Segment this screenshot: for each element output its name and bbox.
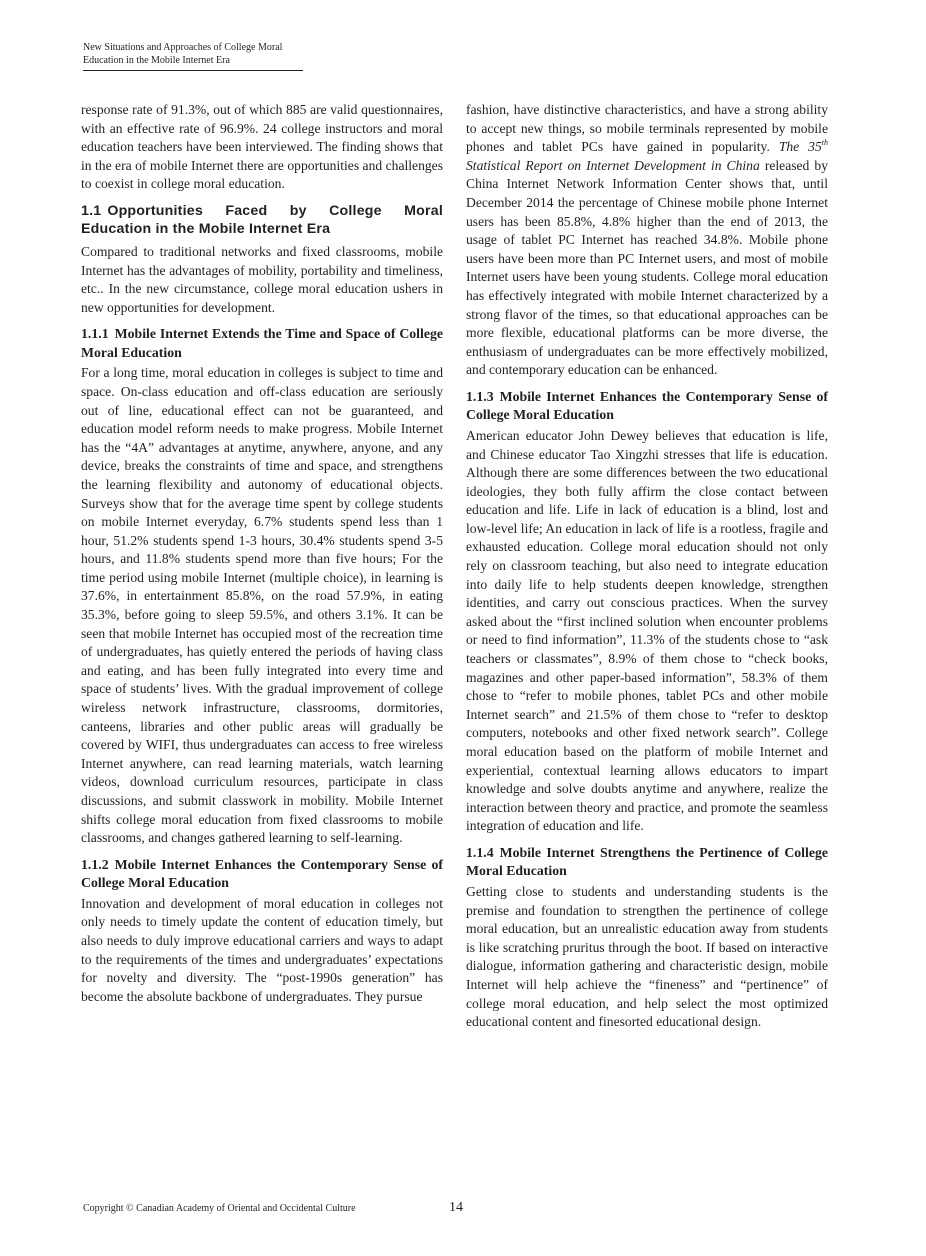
intro-paragraph: response rate of 91.3%, out of which 885 are valid questionnaires, with an effective rate of 96.9%. 24 college instructors and moral education teachers have been interviewed. The finding shows that in the era of mobile Internet there are opportunities and challenges to coexist in college moral education. bbox=[81, 102, 443, 192]
section-title: Opportunities Faced by College Moral Education in the Mobile Internet Era bbox=[81, 202, 443, 238]
section-number: 1.1 bbox=[81, 202, 102, 219]
section-1-1-1-paragraph: For a long time, moral education in colleges is subject to time and space. On-class education and off-class education are seriously out of line, educational effect can not be guaranteed, and education model reform needs to make progress. Mobile Internet has the “4A” advantages at anytime, anywhere, anyone, and any device, breaks the constraints of time and space, and strengthens the learning flexibility and autonomy of educational objects. Surveys show that for the average time spent by college students on mobile Internet everyday, 6.7% students spend less than 1 hour, 51.2% students spend 1-3 hours, 30.4% students spend 3-5 hours, and 11.8% students spend more than five hours; For the time period using mobile Internet (multiple choice), in learning is 37.6%, in entertainment 85.8%, on the road 57.9%, in eating 35.3%, before going to sleep 59.5%, and others 3.1%. It can be seen that mobile Internet has occupied most of the recreation time of undergraduates, has quietly entered the periods of having class and eating, and has been fully integrated into every time and space of students’ lives. With the gradual improvement of college wireless network infrastructure, classrooms, dormitories, canteens, libraries and other public areas will gradually be covered by WIFI, thus undergraduates can access to free wireless Internet anywhere, can read learning materials, watch learning videos, download curriculum resources, participate in class discussions, and submit classwork in mobility. Mobile Internet shifts college moral education from fixed classrooms to mobile classrooms, and changes gathered learning to self-learning. bbox=[81, 365, 443, 846]
continued-paragraph bbox=[466, 101, 828, 380]
page-number: 14 bbox=[449, 1200, 463, 1215]
right-column bbox=[466, 101, 828, 1032]
paragraph-text: released by China Internet Network Information Center shows that, until December 2014 the percentage of Chinese mobile phone Internet users has been 85.8%, 4.8% higher than the end of 2013, the usage of tablet PC Internet has reached 34.8%. Mobile phone users have been more than PC Internet users, and most of mobile Internet users have been young students. College moral education has effectively integrated with mobile Internet characterized by a strong flavor of the times, so that educational approaches can be more flexible, educational platforms can be more diverse, the enthusiasm of undergraduates can be more effectively mobilized, and contemporary education can be enhanced. bbox=[466, 157, 828, 378]
report-title-part: Statistical Report on Internet Development in China bbox=[466, 157, 760, 173]
section-1-1-3-paragraph: American educator John Dewey believes that education is life, and Chinese educator Tao Xingzhi stresses that life is education. Although there are some differences between the two educational ideologies, they both fully affirm the close contact between education and life. Life in lack of education is a blind, lost and low-level life; An education in lack of life is a rootless, fragile and exhausted education. College moral education should not only rely on classroom teaching, but also need to integrate education into daily life to help students deepen knowledge, strengthen identities, and carry out conscious practices. When the survey asked about the “first inclined solution when encounter problems or need to find information”, 11.3% of the students chose to “ask teachers or classmates”, 8.9% of them chose to “check books, magazines and other paper-based information”, 58.3% of them chose to “refer to mobile phones, tablet PCs and other mobile Internet search” and 21.5% of them chose to “refer to desktop computers, notebooks and other fixed network search”. College moral education based on the platform of mobile Internet and experiential, contextual learning allows educators to impart knowledge and solve doubts anytime and anywhere, realize the interaction between theory and practice, and promote the seamless integration of education and life. bbox=[466, 427, 828, 834]
section-1-1-2-paragraph: Innovation and development of moral education in colleges not only needs to timely update the content of education timely, but also needs to duly improve educational carriers and ways to adapt to the requirements of the times and undergraduates’ expectations for novelty and diversity. The “post-1990s generation” has become the absolute backbone of undergraduates. They pursue bbox=[81, 895, 443, 1004]
section-1-1-1-heading bbox=[81, 325, 443, 362]
section-number: 1.1.1 bbox=[81, 326, 109, 342]
section-1-1-2-heading bbox=[81, 856, 443, 893]
section-1-1-3-heading bbox=[466, 388, 828, 425]
section-1-1-heading bbox=[81, 202, 443, 239]
section-1-1-paragraph: Compared to traditional networks and fixed classrooms, mobile Internet has the advantages of mobility, portability and timeliness, etc.. In the new circumstance, college moral education ushers in new opportunities for development. bbox=[81, 243, 443, 315]
report-title-part: The 35 bbox=[778, 139, 822, 155]
section-title: Mobile Internet Strengthens the Pertinence of College Moral Education bbox=[466, 844, 828, 879]
footer-copyright: Copyright © Canadian Academy of Oriental and Occidental Culture bbox=[83, 1203, 356, 1214]
section-number: 1.1.4 bbox=[466, 844, 494, 860]
running-head-rule bbox=[83, 70, 303, 71]
section-1-1-4-paragraph: Getting close to students and understanding students is the premise and foundation to strengthen the pertinence of college moral education, but an unrealistic education away from students is like scratching pruritus through the boot. If based on interactive dialogue, information gathering and characteristic design, mobile Internet will help achieve the “fineness” and “pertinence” of college moral education, and help select the most optimized educational content and finesorted educational design. bbox=[466, 883, 828, 1030]
section-number: 1.1.3 bbox=[466, 388, 494, 404]
section-number: 1.1.2 bbox=[81, 856, 109, 872]
running-head-title: New Situations and Approaches of College Moral Education in the Mobile Internet Era bbox=[83, 42, 283, 66]
ordinal-superscript: th bbox=[821, 138, 828, 148]
section-title: Mobile Internet Enhances the Contemporary Sense of College Moral Education bbox=[466, 388, 828, 423]
section-title: Mobile Internet Extends the Time and Space of College Moral Education bbox=[81, 326, 443, 360]
left-column bbox=[81, 101, 443, 1006]
paragraph-text: fashion, have distinctive characteristics, and have a strong ability to accept new things, so mobile terminals represented by mobile phones and tablet PCs have gained in popularity. bbox=[466, 102, 828, 155]
section-title: Mobile Internet Enhances the Contemporary Sense of College Moral Education bbox=[81, 856, 443, 891]
section-1-1-4-heading bbox=[466, 844, 828, 881]
